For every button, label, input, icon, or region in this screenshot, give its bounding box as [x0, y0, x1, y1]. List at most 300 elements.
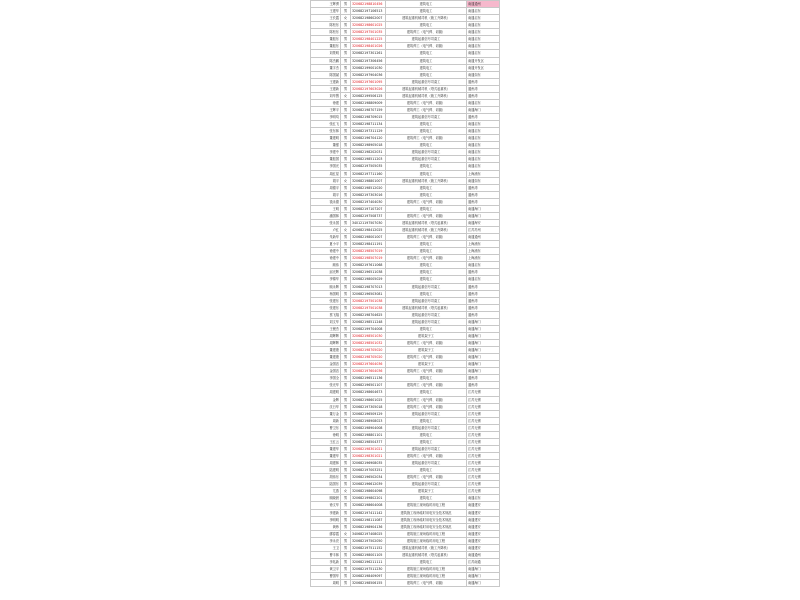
- id-number-cell[interactable]: 320682196211111: [351, 558, 386, 565]
- job-type-cell[interactable]: 建筑起重信号司索工: [386, 311, 467, 318]
- job-type-cell[interactable]: 建筑电工: [386, 170, 467, 177]
- location-cell[interactable]: 南通启东: [467, 135, 500, 142]
- job-type-cell[interactable]: 建筑施工现场临时用电安全技术规范: [386, 516, 467, 523]
- id-number-cell[interactable]: 320682197106513: [351, 8, 386, 15]
- id-number-cell[interactable]: 320682197303016: [351, 191, 386, 198]
- location-cell[interactable]: 南通通州: [467, 1, 500, 8]
- job-type-cell[interactable]: 建筑起重机械司机（施工升降机）: [386, 544, 467, 551]
- id-number-cell[interactable]: 320682198904136: [351, 523, 386, 530]
- job-type-cell[interactable]: 建筑起重信号司索工: [386, 156, 467, 163]
- id-number-cell[interactable]: 320682198705020: [351, 354, 386, 361]
- location-cell[interactable]: 南通海门: [467, 205, 500, 212]
- job-type-cell[interactable]: 建筑焊工（电气焊、切割）: [386, 29, 467, 36]
- gender-cell[interactable]: 男: [341, 311, 351, 318]
- id-number-cell[interactable]: 320682197505035: [351, 163, 386, 170]
- name-cell[interactable]: 董建华: [311, 453, 341, 460]
- id-number-cell[interactable]: 320682198511248: [351, 318, 386, 325]
- id-number-cell[interactable]: 320682196511136: [351, 375, 386, 382]
- location-cell[interactable]: 南通启东: [467, 276, 500, 283]
- location-cell[interactable]: 江苏无锡: [467, 474, 500, 481]
- gender-cell[interactable]: 男: [341, 382, 351, 389]
- id-number-cell[interactable]: 320682198707159: [351, 106, 386, 113]
- gender-cell[interactable]: 男: [341, 389, 351, 396]
- name-cell[interactable]: 周辉辉: [311, 340, 341, 347]
- job-type-cell[interactable]: 建筑焊工（电气焊、切割）: [386, 135, 467, 142]
- job-type-cell[interactable]: 建筑电工: [386, 1, 467, 8]
- location-cell[interactable]: 南通启东: [467, 142, 500, 149]
- job-type-cell[interactable]: 建筑电工: [386, 325, 467, 332]
- location-cell[interactable]: 江苏无锡: [467, 481, 500, 488]
- id-number-cell[interactable]: 320682198711134: [351, 121, 386, 128]
- location-cell[interactable]: 通州湾: [467, 269, 500, 276]
- job-type-cell[interactable]: 建筑架子工: [386, 332, 467, 339]
- name-cell[interactable]: 董建康: [311, 347, 341, 354]
- job-type-cell[interactable]: 建筑起重机械司机（施工升降机）: [386, 92, 467, 99]
- id-number-cell[interactable]: 320682198604098: [351, 488, 386, 495]
- location-cell[interactable]: 南通海门: [467, 325, 500, 332]
- id-number-cell[interactable]: 320682198512020: [351, 184, 386, 191]
- id-number-cell[interactable]: 320682198507019: [351, 255, 386, 262]
- job-type-cell[interactable]: 建筑架子工: [386, 361, 467, 368]
- name-cell[interactable]: 曹国华: [311, 573, 341, 580]
- name-cell[interactable]: 周辉辉: [311, 332, 341, 339]
- job-type-cell[interactable]: 建筑起重机械司机（塔式起重机）: [386, 551, 467, 558]
- gender-cell[interactable]: 男: [341, 460, 351, 467]
- gender-cell[interactable]: 男: [341, 297, 351, 304]
- location-cell[interactable]: 通州湾: [467, 382, 500, 389]
- location-cell[interactable]: 南通启东: [467, 262, 500, 269]
- location-cell[interactable]: 江苏无锡: [467, 488, 500, 495]
- job-type-cell[interactable]: 建筑起重信号司索工: [386, 410, 467, 417]
- name-cell[interactable]: 王辉勇: [311, 1, 341, 8]
- job-type-cell[interactable]: 建筑电工: [386, 495, 467, 502]
- gender-cell[interactable]: 男: [341, 8, 351, 15]
- name-cell[interactable]: 陈松东: [311, 29, 341, 36]
- location-cell[interactable]: 南通通州: [467, 234, 500, 241]
- location-cell[interactable]: 南通建安: [467, 530, 500, 537]
- gender-cell[interactable]: 男: [341, 410, 351, 417]
- name-cell[interactable]: 沈日华: [311, 403, 341, 410]
- name-cell[interactable]: 王长霞: [311, 15, 341, 22]
- id-number-cell[interactable]: 320682199001030: [351, 64, 386, 71]
- job-type-cell[interactable]: 建筑电工: [386, 248, 467, 255]
- gender-cell[interactable]: 男: [341, 212, 351, 219]
- gender-cell[interactable]: 女: [341, 177, 351, 184]
- location-cell[interactable]: 上海浦东: [467, 170, 500, 177]
- job-type-cell[interactable]: 建筑起重信号司索工: [386, 283, 467, 290]
- name-cell[interactable]: 夏小平: [311, 241, 341, 248]
- name-cell[interactable]: 李永亮: [311, 537, 341, 544]
- id-number-cell[interactable]: 320682197107207: [351, 205, 386, 212]
- location-cell[interactable]: 通州湾: [467, 375, 500, 382]
- gender-cell[interactable]: 男: [341, 184, 351, 191]
- location-cell[interactable]: 南通建安: [467, 537, 500, 544]
- id-number-cell[interactable]: 320682198001007: [351, 234, 386, 241]
- gender-cell[interactable]: 男: [341, 205, 351, 212]
- job-type-cell[interactable]: 建筑电工: [386, 71, 467, 78]
- name-cell[interactable]: 周新: [311, 417, 341, 424]
- gender-cell[interactable]: 男: [341, 191, 351, 198]
- location-cell[interactable]: 南通开发区: [467, 64, 500, 71]
- gender-cell[interactable]: 男: [341, 551, 351, 558]
- id-number-cell[interactable]: 320682198908023: [351, 417, 386, 424]
- id-number-cell[interactable]: 320682196612039: [351, 481, 386, 488]
- gender-cell[interactable]: 女: [341, 15, 351, 22]
- location-cell[interactable]: 南通海门: [467, 368, 500, 375]
- gender-cell[interactable]: 男: [341, 537, 351, 544]
- job-type-cell[interactable]: 建筑焊工（电气焊、切割）: [386, 403, 467, 410]
- location-cell[interactable]: 南通建安: [467, 523, 500, 530]
- id-number-cell[interactable]: 320682198604673: [351, 389, 386, 396]
- name-cell[interactable]: 王俊杰: [311, 325, 341, 332]
- location-cell[interactable]: 江苏无锡: [467, 389, 500, 396]
- gender-cell[interactable]: 男: [341, 453, 351, 460]
- id-number-cell[interactable]: 320682198411191: [351, 241, 386, 248]
- name-cell[interactable]: 王建华: [311, 8, 341, 15]
- id-number-cell[interactable]: 320682197604036: [351, 361, 386, 368]
- id-number-cell[interactable]: 320682199802201: [351, 495, 386, 502]
- location-cell[interactable]: 南通海门: [467, 340, 500, 347]
- location-cell[interactable]: 上海浦东: [467, 241, 500, 248]
- id-number-cell[interactable]: 320682197502050: [351, 537, 386, 544]
- job-type-cell[interactable]: 建筑电工: [386, 389, 467, 396]
- gender-cell[interactable]: 男: [341, 43, 351, 50]
- id-number-cell[interactable]: 320682198111087: [351, 516, 386, 523]
- location-cell[interactable]: 南通启东: [467, 8, 500, 15]
- id-number-cell[interactable]: 320682197301261: [351, 50, 386, 57]
- name-cell[interactable]: 李兆新: [311, 558, 341, 565]
- gender-cell[interactable]: 男: [341, 1, 351, 8]
- name-cell[interactable]: 周红星: [311, 170, 341, 177]
- job-type-cell[interactable]: 建筑起重信号司索工: [386, 424, 467, 431]
- name-cell[interactable]: 钱永德: [311, 198, 341, 205]
- id-number-cell[interactable]: 320682196509129: [351, 410, 386, 417]
- name-cell[interactable]: 王建新: [311, 78, 341, 85]
- job-type-cell[interactable]: 建筑焊工（电气焊、切割）: [386, 43, 467, 50]
- gender-cell[interactable]: 男: [341, 304, 351, 311]
- job-type-cell[interactable]: 建筑电工: [386, 417, 467, 424]
- location-cell[interactable]: 南通启东: [467, 29, 500, 36]
- name-cell[interactable]: 黄卫平: [311, 566, 341, 573]
- id-number-cell[interactable]: 320682196503081: [351, 290, 386, 297]
- job-type-cell[interactable]: 建筑电工: [386, 142, 467, 149]
- id-number-cell[interactable]: 320682197501035: [351, 29, 386, 36]
- name-cell[interactable]: 李国全: [311, 375, 341, 382]
- id-number-cell[interactable]: 320682198707013: [351, 283, 386, 290]
- gender-cell[interactable]: 男: [341, 57, 351, 64]
- location-cell[interactable]: 南通启东: [467, 149, 500, 156]
- location-cell[interactable]: 南通启东: [467, 163, 500, 170]
- location-cell[interactable]: 南通海门: [467, 354, 500, 361]
- location-cell[interactable]: 通州湾: [467, 283, 500, 290]
- job-type-cell[interactable]: 建筑焊工（电气焊、切割）: [386, 212, 467, 219]
- job-type-cell[interactable]: 建筑电工: [386, 375, 467, 382]
- job-type-cell[interactable]: 建筑焊工（电气焊、切割）: [386, 340, 467, 347]
- id-number-cell[interactable]: 320682197003251: [351, 467, 386, 474]
- gender-cell[interactable]: 男: [341, 368, 351, 375]
- job-type-cell[interactable]: 建筑电工: [386, 205, 467, 212]
- gender-cell[interactable]: 男: [341, 523, 351, 530]
- name-cell[interactable]: 张建东: [311, 304, 341, 311]
- id-number-cell[interactable]: 340121197507030: [351, 219, 386, 226]
- location-cell[interactable]: 通州湾: [467, 92, 500, 99]
- id-number-cell[interactable]: 320682198005029: [351, 276, 386, 283]
- id-number-cell[interactable]: 320682197904036: [351, 71, 386, 78]
- location-cell[interactable]: 南通如东: [467, 71, 500, 78]
- gender-cell[interactable]: 男: [341, 340, 351, 347]
- id-number-cell[interactable]: 320682197501038: [351, 304, 386, 311]
- name-cell[interactable]: 张永国: [311, 219, 341, 226]
- name-cell[interactable]: 顾永辉: [311, 283, 341, 290]
- gender-cell[interactable]: 男: [341, 135, 351, 142]
- gender-cell[interactable]: 男: [341, 241, 351, 248]
- id-number-cell[interactable]: 320682197601095: [351, 78, 386, 85]
- job-type-cell[interactable]: 建筑施工现场临时用电安全技术规范: [386, 523, 467, 530]
- name-cell[interactable]: 董振国: [311, 156, 341, 163]
- gender-cell[interactable]: 男: [341, 445, 351, 452]
- id-number-cell[interactable]: 320682198501030: [351, 332, 386, 339]
- name-cell[interactable]: 胡平: [311, 191, 341, 198]
- job-type-cell[interactable]: 建筑电工: [386, 290, 467, 297]
- job-type-cell[interactable]: 建筑焊工（电气焊、切割）: [386, 382, 467, 389]
- id-number-cell[interactable]: 320682198506155: [351, 580, 386, 587]
- name-cell[interactable]: 李明明: [311, 516, 341, 523]
- id-number-cell[interactable]: 320682196511038: [351, 269, 386, 276]
- gender-cell[interactable]: 男: [341, 156, 351, 163]
- name-cell[interactable]: 王辉平: [311, 106, 341, 113]
- gender-cell[interactable]: 男: [341, 219, 351, 226]
- id-number-cell[interactable]: 320682197411142: [351, 509, 386, 516]
- gender-cell[interactable]: 男: [341, 417, 351, 424]
- location-cell[interactable]: 南通建安: [467, 502, 500, 509]
- id-number-cell[interactable]: 320682198511203: [351, 156, 386, 163]
- id-number-cell[interactable]: 320682198301021: [351, 453, 386, 460]
- name-cell[interactable]: 董万金: [311, 410, 341, 417]
- location-cell[interactable]: 南通启东: [467, 43, 500, 50]
- gender-cell[interactable]: 男: [341, 347, 351, 354]
- id-number-cell[interactable]: 320682198202031: [351, 149, 386, 156]
- gender-cell[interactable]: 男: [341, 558, 351, 565]
- gender-cell[interactable]: 男: [341, 290, 351, 297]
- job-type-cell[interactable]: 建筑电工: [386, 558, 467, 565]
- name-cell[interactable]: 王卫: [311, 544, 341, 551]
- location-cell[interactable]: 江苏无锡: [467, 438, 500, 445]
- name-cell[interactable]: 陈国斌: [311, 71, 341, 78]
- job-type-cell[interactable]: 建筑起重信号司索工: [386, 481, 467, 488]
- id-number-cell[interactable]: 320682197611068: [351, 262, 386, 269]
- name-cell[interactable]: 董建明: [311, 135, 341, 142]
- job-type-cell[interactable]: 建筑起重信号司索工: [386, 114, 467, 121]
- name-cell[interactable]: 徐建中: [311, 248, 341, 255]
- location-cell[interactable]: 江苏无锡: [467, 396, 500, 403]
- location-cell[interactable]: 上海浦东: [467, 248, 500, 255]
- gender-cell[interactable]: 男: [341, 78, 351, 85]
- name-cell[interactable]: 金辉: [311, 396, 341, 403]
- gender-cell[interactable]: 男: [341, 71, 351, 78]
- job-type-cell[interactable]: 建筑起重信号司索工: [386, 297, 467, 304]
- job-type-cell[interactable]: 建筑施工现场临时用电工程: [386, 573, 467, 580]
- job-type-cell[interactable]: 建筑起重机械司机（施工升降机）: [386, 15, 467, 22]
- name-cell[interactable]: 李国光: [311, 163, 341, 170]
- location-cell[interactable]: 南通海门: [467, 106, 500, 113]
- job-type-cell[interactable]: 建筑施工现场临时用电工程: [386, 566, 467, 573]
- name-cell[interactable]: 金国忠: [311, 361, 341, 368]
- location-cell[interactable]: 通州湾: [467, 311, 500, 318]
- name-cell[interactable]: 潘国林: [311, 212, 341, 219]
- gender-cell[interactable]: 男: [341, 502, 351, 509]
- gender-cell[interactable]: 男: [341, 262, 351, 269]
- job-type-cell[interactable]: 建筑焊工（电气焊、切割）: [386, 255, 467, 262]
- name-cell[interactable]: 张红飞: [311, 121, 341, 128]
- job-type-cell[interactable]: 建筑起重信号司索工: [386, 460, 467, 467]
- gender-cell[interactable]: 男: [341, 544, 351, 551]
- name-cell[interactable]: 徐文华: [311, 502, 341, 509]
- gender-cell[interactable]: 男: [341, 283, 351, 290]
- location-cell[interactable]: 通州湾: [467, 85, 500, 92]
- id-number-cell[interactable]: 320682198604008: [351, 502, 386, 509]
- gender-cell[interactable]: 男: [341, 573, 351, 580]
- gender-cell[interactable]: 男: [341, 276, 351, 283]
- location-cell[interactable]: 江苏无锡: [467, 445, 500, 452]
- id-number-cell[interactable]: 320682197311129: [351, 128, 386, 135]
- location-cell[interactable]: 南通海门: [467, 580, 500, 587]
- gender-cell[interactable]: 女: [341, 530, 351, 537]
- name-cell[interactable]: 张光华: [311, 382, 341, 389]
- name-cell[interactable]: 黄炜: [311, 523, 341, 530]
- name-cell[interactable]: 周建林: [311, 460, 341, 467]
- name-cell[interactable]: 王红云: [311, 438, 341, 445]
- location-cell[interactable]: 南通海门: [467, 332, 500, 339]
- name-cell[interactable]: 陆建明: [311, 467, 341, 474]
- location-cell[interactable]: 南通启东: [467, 156, 500, 163]
- gender-cell[interactable]: 男: [341, 431, 351, 438]
- gender-cell[interactable]: 男: [341, 234, 351, 241]
- name-cell[interactable]: 周德平: [311, 184, 341, 191]
- id-number-cell[interactable]: 320682197501038: [351, 297, 386, 304]
- name-cell[interactable]: 李锦华: [311, 276, 341, 283]
- id-number-cell[interactable]: 320682199506125: [351, 92, 386, 99]
- name-cell[interactable]: 董振东: [311, 36, 341, 43]
- location-cell[interactable]: 江苏无锡: [467, 467, 500, 474]
- location-cell[interactable]: 江苏无锡: [467, 460, 500, 467]
- name-cell[interactable]: 董建康: [311, 354, 341, 361]
- location-cell[interactable]: 南通启东: [467, 128, 500, 135]
- name-cell[interactable]: 胡平: [311, 177, 341, 184]
- location-cell[interactable]: 江苏无锡: [467, 410, 500, 417]
- id-number-cell[interactable]: 320682198409097: [351, 573, 386, 580]
- gender-cell[interactable]: 男: [341, 255, 351, 262]
- name-cell[interactable]: 顾伟: [311, 262, 341, 269]
- job-type-cell[interactable]: 建筑焊工（电气焊、切割）: [386, 234, 467, 241]
- job-type-cell[interactable]: 建筑起重机械司机（施工升降机）: [386, 227, 467, 234]
- job-type-cell[interactable]: 建筑电工: [386, 57, 467, 64]
- job-type-cell[interactable]: 建筑焊工（电气焊、切割）: [386, 99, 467, 106]
- name-cell[interactable]: 蔡飞翔: [311, 311, 341, 318]
- gender-cell[interactable]: 男: [341, 99, 351, 106]
- id-number-cell[interactable]: 340682197408025: [351, 530, 386, 537]
- job-type-cell[interactable]: 建筑焊工（电气焊、切割）: [386, 106, 467, 113]
- name-cell[interactable]: 缪春霞: [311, 530, 341, 537]
- location-cell[interactable]: 南通建安: [467, 509, 500, 516]
- gender-cell[interactable]: 女: [341, 227, 351, 234]
- gender-cell[interactable]: 男: [341, 36, 351, 43]
- gender-cell[interactable]: 女: [341, 488, 351, 495]
- name-cell[interactable]: 周建明: [311, 389, 341, 396]
- job-type-cell[interactable]: 建筑焊工（电气焊、切割）: [386, 580, 467, 587]
- location-cell[interactable]: 南通开发区: [467, 57, 500, 64]
- id-number-cell[interactable]: 320682198905018: [351, 142, 386, 149]
- location-cell[interactable]: 南通通州: [467, 551, 500, 558]
- id-number-cell[interactable]: 420682198412025: [351, 227, 386, 234]
- gender-cell[interactable]: 男: [341, 64, 351, 71]
- id-number-cell[interactable]: 320682198301021: [351, 445, 386, 452]
- location-cell[interactable]: 南通启东: [467, 99, 500, 106]
- name-cell[interactable]: 董振东: [311, 43, 341, 50]
- job-type-cell[interactable]: 建筑起重机械司机（塔式起重机）: [386, 304, 467, 311]
- name-cell[interactable]: 徐建中: [311, 255, 341, 262]
- id-number-cell[interactable]: 320682198801101: [351, 431, 386, 438]
- location-cell[interactable]: 南通海门: [467, 212, 500, 219]
- location-cell[interactable]: 南通启东: [467, 121, 500, 128]
- name-cell[interactable]: 朱新华: [311, 234, 341, 241]
- name-cell[interactable]: 邱光辉: [311, 269, 341, 276]
- location-cell[interactable]: 南通启东: [467, 50, 500, 57]
- job-type-cell[interactable]: 建筑电工: [386, 269, 467, 276]
- location-cell[interactable]: 南通海门: [467, 566, 500, 573]
- location-cell[interactable]: 江苏无锡: [467, 403, 500, 410]
- location-cell[interactable]: 通州湾: [467, 297, 500, 304]
- name-cell[interactable]: 李建新: [311, 509, 341, 516]
- gender-cell[interactable]: 男: [341, 566, 351, 573]
- location-cell[interactable]: 南通建安: [467, 544, 500, 551]
- job-type-cell[interactable]: 建筑电工: [386, 121, 467, 128]
- id-number-cell[interactable]: 320682197404030: [351, 198, 386, 205]
- location-cell[interactable]: 南通启东: [467, 495, 500, 502]
- name-cell[interactable]: 杨国明: [311, 290, 341, 297]
- gender-cell[interactable]: 男: [341, 269, 351, 276]
- id-number-cell[interactable]: 320682198001105: [351, 551, 386, 558]
- id-number-cell[interactable]: 320682196908035: [351, 460, 386, 467]
- location-cell[interactable]: 上海浦东: [467, 255, 500, 262]
- id-number-cell[interactable]: 320682198601025: [351, 396, 386, 403]
- gender-cell[interactable]: 男: [341, 424, 351, 431]
- location-cell[interactable]: 江苏无锡: [467, 417, 500, 424]
- gender-cell[interactable]: 男: [341, 474, 351, 481]
- gender-cell[interactable]: 男: [341, 85, 351, 92]
- id-number-cell[interactable]: 320682198602007: [351, 15, 386, 22]
- gender-cell[interactable]: 男: [341, 332, 351, 339]
- job-type-cell[interactable]: 建筑施工现场临时用电工程: [386, 502, 467, 509]
- gender-cell[interactable]: 男: [341, 121, 351, 128]
- id-number-cell[interactable]: 320682197711160: [351, 170, 386, 177]
- name-cell[interactable]: 徐建: [311, 99, 341, 106]
- job-type-cell[interactable]: 建筑电工: [386, 191, 467, 198]
- id-number-cell[interactable]: 320682198704625: [351, 311, 386, 318]
- name-cell[interactable]: 刘景明: [311, 50, 341, 57]
- gender-cell[interactable]: 男: [341, 438, 351, 445]
- job-type-cell[interactable]: 建筑起重机械司机（施工升降机）: [386, 177, 467, 184]
- job-type-cell[interactable]: 建筑电工: [386, 438, 467, 445]
- gender-cell[interactable]: 男: [341, 361, 351, 368]
- gender-cell[interactable]: 男: [341, 495, 351, 502]
- gender-cell[interactable]: 男: [341, 325, 351, 332]
- id-number-cell[interactable]: 320682198507019: [351, 248, 386, 255]
- job-type-cell[interactable]: 建筑电工: [386, 128, 467, 135]
- id-number-cell[interactable]: 320682198809009: [351, 99, 386, 106]
- location-cell[interactable]: 南通海门: [467, 347, 500, 354]
- job-type-cell[interactable]: 建筑起重信号司索工: [386, 318, 467, 325]
- id-number-cell[interactable]: 320682198501032: [351, 340, 386, 347]
